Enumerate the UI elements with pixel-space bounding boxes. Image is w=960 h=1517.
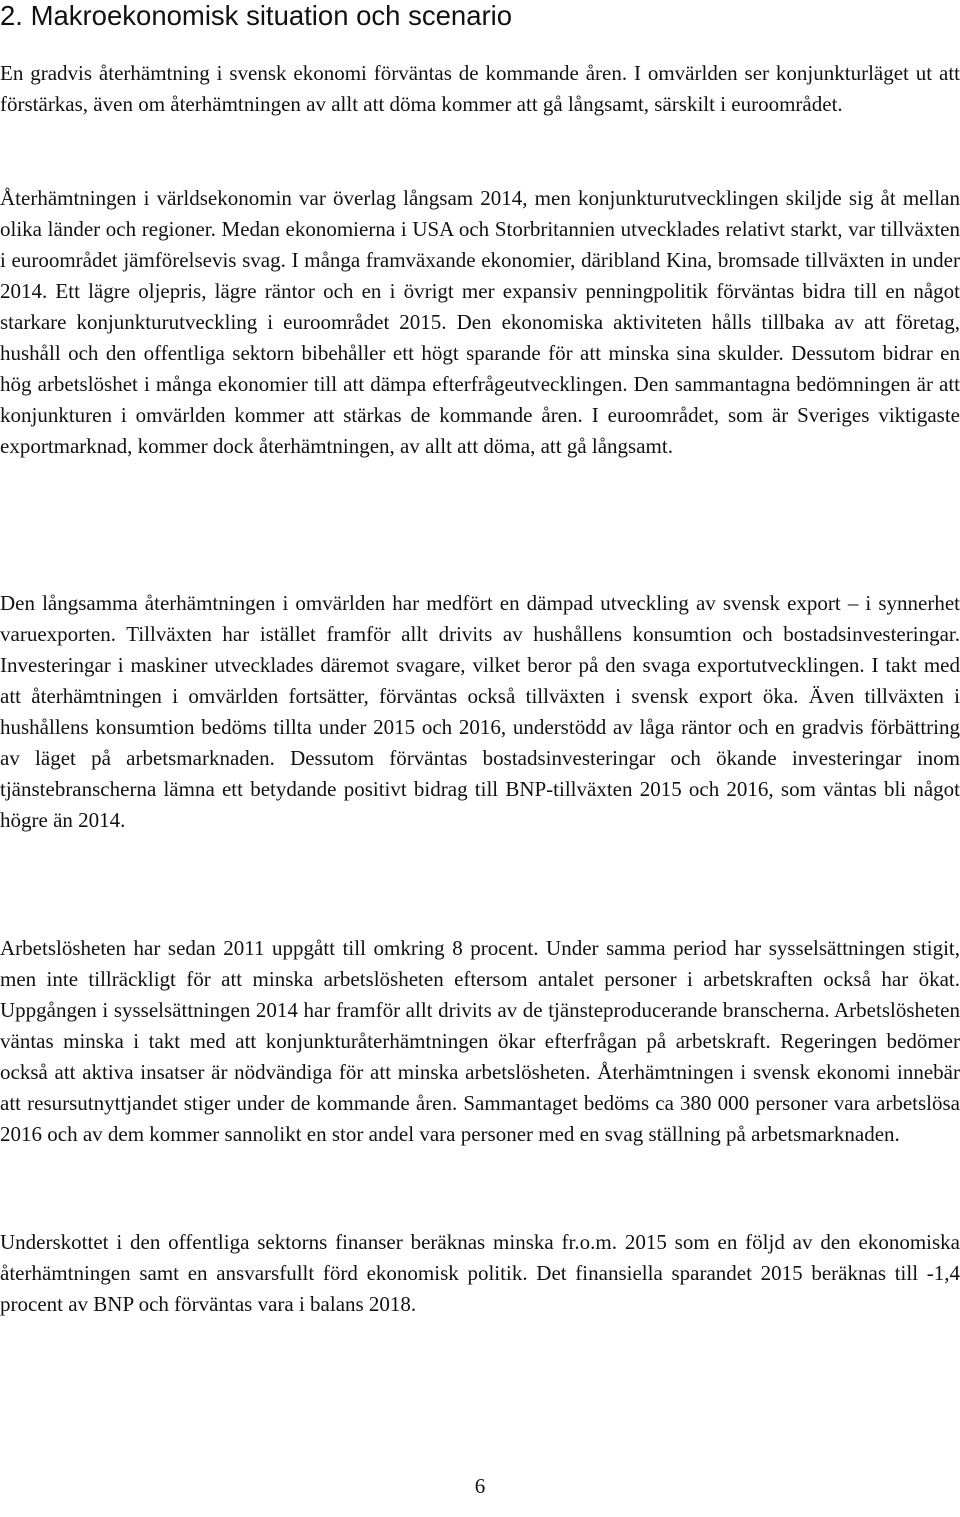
paragraph-swedish-export: Den långsamma återhämtningen i omvärlden har medfört en dämpad utveckling av svensk export – i synnerhet varuexporten. Tillväxten har istället framför allt drivits av hushållens konsumtion och bostadsinvesteringar. Investeringar i maskiner utvecklades däremot svagare, vilket beror på den svaga exportutvecklingen. I takt med att återhämtningen i omvärlden fortsätter, förväntas också tillväxten i svensk export öka. Även tillväxten i hushållens konsumtion bedöms tillta under 2015 och 2016, understödd av låga räntor och en gradvis förbättring av läget på arbetsmarknaden. Dessutom förväntas bostadsinvesteringar och ökande investeringar inom tjänstebranscherna lämna ett betydande positivt bidrag till BNP-tillväxten 2015 och 2016, som väntas bli något högre än 2014. [0, 591, 960, 832]
paragraph-public-finances: Underskottet i den offentliga sektorns finanser beräknas minska fr.o.m. 2015 som en följd av den ekonomiska återhämtningen samt en ansvarsfullt förd ekonomisk politik. Det finansiella sparandet 2015 beräknas till -1,4 procent av BNP och förväntas vara i balans 2018. [0, 1230, 960, 1316]
page-number: 6 [474, 1474, 486, 1498]
paragraph-unemployment: Arbetslösheten har sedan 2011 uppgått till omkring 8 procent. Under samma period har sysselsättningen stigit, men inte tillräckligt för att minska arbetslösheten eftersom antalet personer i arbetskraften också har ökat. Uppgången i sysselsättningen 2014 har framför allt drivits av de tjänsteproducerande branscherna. Arbetslösheten väntas minska i takt med att konjunkturåterhämtningen ökar efterfrågan på arbetskraft. Regeringen bedömer också att aktiva insatser är nödvändiga för att minska arbetslösheten. Återhämtningen i svensk ekonomi innebär att resursutnyttjandet stiger under de kommande åren. Sammantaget bedöms ca 380 000 personer vara arbetslösa 2016 och av dem kommer sannolikt en stor andel vara personer med en svag ställning på arbetsmarknaden. [0, 936, 960, 1146]
section-heading: 2. Makroekonomisk situation och scenario [0, 0, 513, 31]
paragraph-world-economy: Återhämtningen i världsekonomin var överlag långsam 2014, men konjunkturutvecklingen skiljde sig åt mellan olika länder och regioner. Medan ekonomierna i USA och Storbritannien utvecklades relativt starkt, var tillväxten i euroområdet jämförelsevis svag. I många framväxande ekonomier, däribland Kina, bromsade tillväxten in under 2014. Ett lägre oljepris, lägre räntor och en i övrigt mer expansiv penningpolitik förväntas bidra till en något starkare konjunkturutveckling i euroområdet 2015. Den ekonomiska aktiviteten hålls tillbaka av att företag, hushåll och den offentliga sektorn bibehåller ett högt sparande för att minska sina skulder. Dessutom bidrar en hög arbetslöshet i många ekonomier till att dämpa efterfrågeutvecklingen. Den sammantagna bedömningen är att konjunkturen i omvärlden kommer att stärkas de kommande åren. I euroområdet, som är Sveriges viktigaste exportmarknad, kommer dock återhämtningen, av allt att döma, att gå långsamt. [0, 186, 960, 458]
paragraph-intro: En gradvis återhämtning i svensk ekonomi förväntas de kommande åren. I omvärlden ser konjunkturläget ut att förstärkas, även om återhämtningen av allt att döma kommer att gå långsamt, särskilt i euroområdet. [0, 61, 960, 116]
